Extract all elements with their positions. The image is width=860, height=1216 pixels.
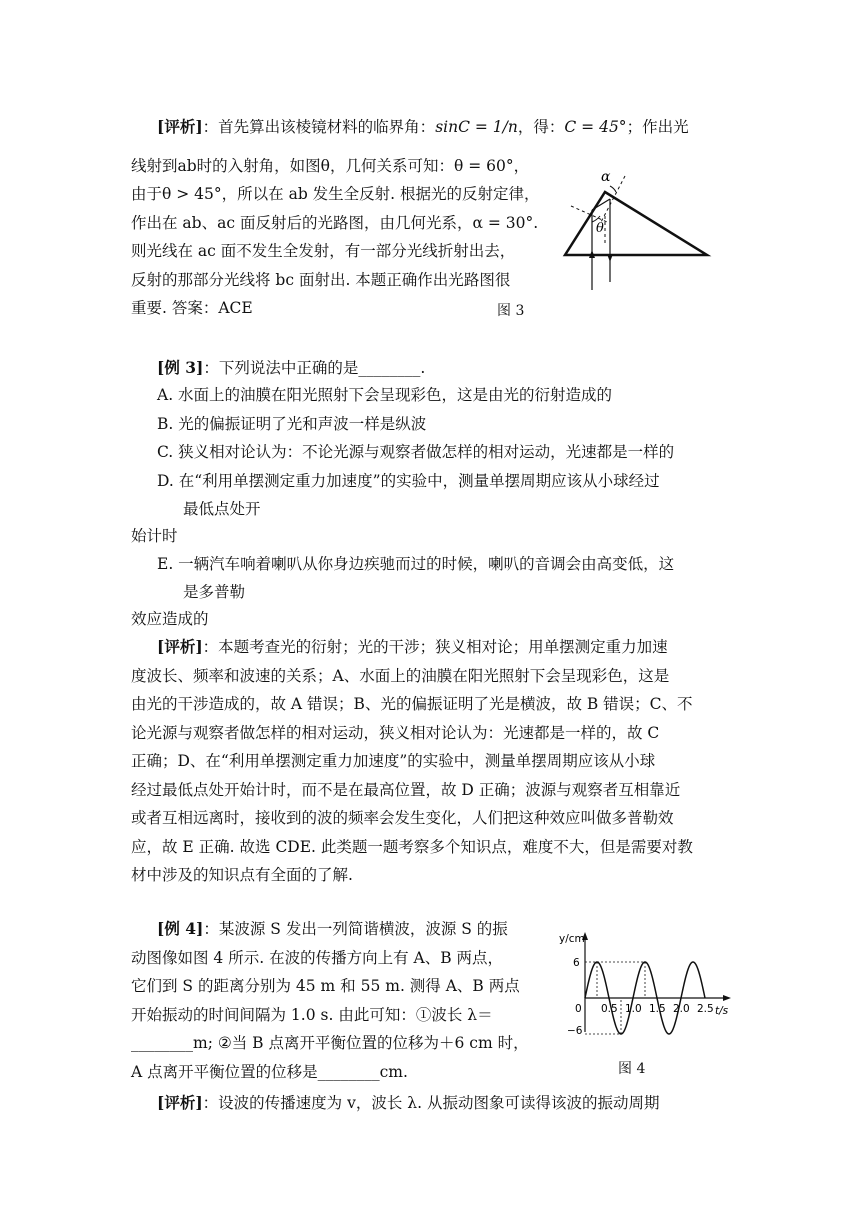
analysis1-formula-sinc: sinC = 1/n bbox=[435, 118, 518, 136]
alpha-arc bbox=[610, 186, 616, 192]
analysis3-line2: 度波长、频率和波速的关系；A、水面上的油膜在阳光照射下会呈现彩色，这是 bbox=[131, 667, 670, 685]
normal-ab bbox=[571, 206, 607, 222]
x-axis-label: t/s bbox=[715, 1005, 729, 1017]
example4-text-0: ：某波源 S 发出一列简谐横波，波源 S 的振 bbox=[203, 920, 508, 938]
example3-option-c: C. 狭义相对论认为：不论光源与观察者做怎样的相对运动，光速都是一样的 bbox=[157, 443, 675, 461]
analysis3-line7: 或者互相远离时，接收到的波的频率会发生变化，人们把这种效应叫做多普勒效 bbox=[131, 809, 674, 827]
example3-option-e-cont2: 效应造成的 bbox=[131, 610, 209, 628]
example3-option-d-cont2: 始计时 bbox=[131, 527, 178, 545]
prism-diagram bbox=[555, 162, 725, 292]
analysis3-line4: 论光源与观察者做怎样的相对运动，狭义相对论认为：光速都是一样的，故 C bbox=[131, 724, 660, 742]
analysis4-line1 bbox=[157, 1092, 659, 1114]
example3-option-d: D. 在“利用单摆测定重力加速度”的实验中，测量单摆周期应该从小球经过 bbox=[157, 472, 660, 490]
analysis3-line6: 经过最低点处开始计时，而不是在最高位置，故 D 正确；波源与观察者互相靠近 bbox=[131, 781, 681, 799]
analysis1-text-c: ；作出光 bbox=[626, 118, 689, 136]
analysis3-line9: 材中涉及的知识点有全面的了解. bbox=[131, 866, 353, 884]
analysis1-text-b: ，得： bbox=[517, 118, 565, 136]
analysis3-line3: 由光的干涉造成的，故 A 错误；B、光的偏振证明了光是横波，故 B 错误；C、不 bbox=[131, 695, 693, 713]
example4-line3: 它们到 S 的距离分别为 45 m 和 55 m. 测得 A、B 两点 bbox=[131, 977, 520, 995]
x-tick-label: 1.0 bbox=[625, 1003, 642, 1015]
analysis3-text-0: ：本题考查光的衍射；光的干涉；狭义相对论；用单摆测定重力加速 bbox=[202, 638, 668, 656]
example3-question: ：下列说法中正确的是________. bbox=[203, 359, 426, 377]
example3-label: [例 3] bbox=[157, 358, 204, 377]
analysis1-line7: 重要. 答案：ACE bbox=[131, 299, 253, 317]
example3-option-b: B. 光的偏振证明了光和声波一样是纵波 bbox=[157, 415, 427, 433]
y-tick-6: 6 bbox=[573, 957, 580, 969]
prism-triangle bbox=[565, 192, 707, 255]
alpha-label: α bbox=[601, 169, 611, 185]
example4-line4: 开始振动的时间间隔为 1.0 s. 由此可知：①波长 λ＝ bbox=[131, 1006, 493, 1024]
analysis3-label: [评析] bbox=[157, 637, 203, 656]
theta-label: θ bbox=[596, 221, 604, 236]
x-tick-label: 1.5 bbox=[649, 1003, 666, 1015]
example3-option-a: A. 水面上的油膜在阳光照射下会呈现彩色，这是由光的衍射造成的 bbox=[157, 386, 613, 404]
example3-option-d-cont1: 最低点处开 bbox=[183, 500, 261, 518]
analysis3-line8: 应，故 E 正确. 故选 CDE. 此类题一题考察多个知识点，难度不大，但是需要对教 bbox=[131, 838, 693, 856]
x-tick-labels bbox=[601, 1003, 714, 1015]
analysis1-text-a: ：首先算出该棱镜材料的临界角： bbox=[202, 118, 436, 136]
analysis4-text: ：设波的传播速度为 v，波长 λ. 从振动图象可读得该波的振动周期 bbox=[202, 1094, 660, 1112]
y-axis-label: y/cm bbox=[559, 933, 585, 945]
analysis1-line2: 线射到ab时的入射角，如图θ，几何关系可知：θ = 60°， bbox=[131, 157, 530, 175]
analysis4-label: [评析] bbox=[157, 1093, 203, 1112]
analysis1-line5: 则光线在 ac 面不发生全发射，有一部分光线折射出去， bbox=[131, 242, 516, 260]
analysis1-formula-c: C = 45° bbox=[564, 118, 627, 136]
origin-label: 0 bbox=[575, 1003, 582, 1015]
analysis3-line5: 正确；D、在“利用单摆测定重力加速度”的实验中，测量单摆周期应该从小球 bbox=[131, 752, 656, 770]
analysis1-line1 bbox=[157, 116, 689, 138]
example4-label: [例 4] bbox=[157, 919, 204, 938]
example4-line6: A 点离开平衡位置的位移是________cm. bbox=[131, 1063, 408, 1081]
x-tick-label: 2.5 bbox=[697, 1003, 714, 1015]
analysis3-line1 bbox=[157, 636, 668, 658]
example3-question-line bbox=[157, 357, 425, 379]
figure3-caption: 图 3 bbox=[497, 303, 525, 319]
analysis1-line4: 作出在 ab、ac 面反射后的光路图，由几何光系，α = 30°. bbox=[131, 214, 539, 232]
x-tick-label: 0.5 bbox=[601, 1003, 618, 1015]
x-axis-arrow bbox=[723, 995, 731, 1001]
y-tick-neg6: −6 bbox=[567, 1025, 583, 1035]
exit-arrow bbox=[607, 254, 613, 262]
x-tick-label: 2.0 bbox=[673, 1003, 690, 1015]
example3-option-e-cont1: 是多普勒 bbox=[183, 583, 246, 601]
figure4-caption: 图 4 bbox=[618, 1061, 646, 1077]
example4-line1 bbox=[157, 918, 508, 940]
example3-option-e: E. 一辆汽车响着喇叭从你身边疾驰而过的时候，喇叭的音调会由高变低，这 bbox=[157, 555, 675, 573]
analysis1-line6: 反射的那部分光线将 bc 面射出. 本题正确作出光路图很 bbox=[131, 271, 511, 289]
analysis1-label: [评析] bbox=[157, 117, 203, 136]
example4-line2: 动图像如图 4 所示. 在波的传播方向上有 A、B 两点， bbox=[131, 949, 504, 967]
analysis1-line3: 由于θ > 45°，所以在 ab 发生全反射. 根据光的反射定律， bbox=[131, 185, 540, 203]
wave-chart bbox=[555, 930, 735, 1035]
reflected-ray-ab bbox=[592, 199, 610, 210]
example4-line5: ________m; ②当 B 点离开平衡位置的位移为＋6 cm 时， bbox=[131, 1034, 529, 1052]
